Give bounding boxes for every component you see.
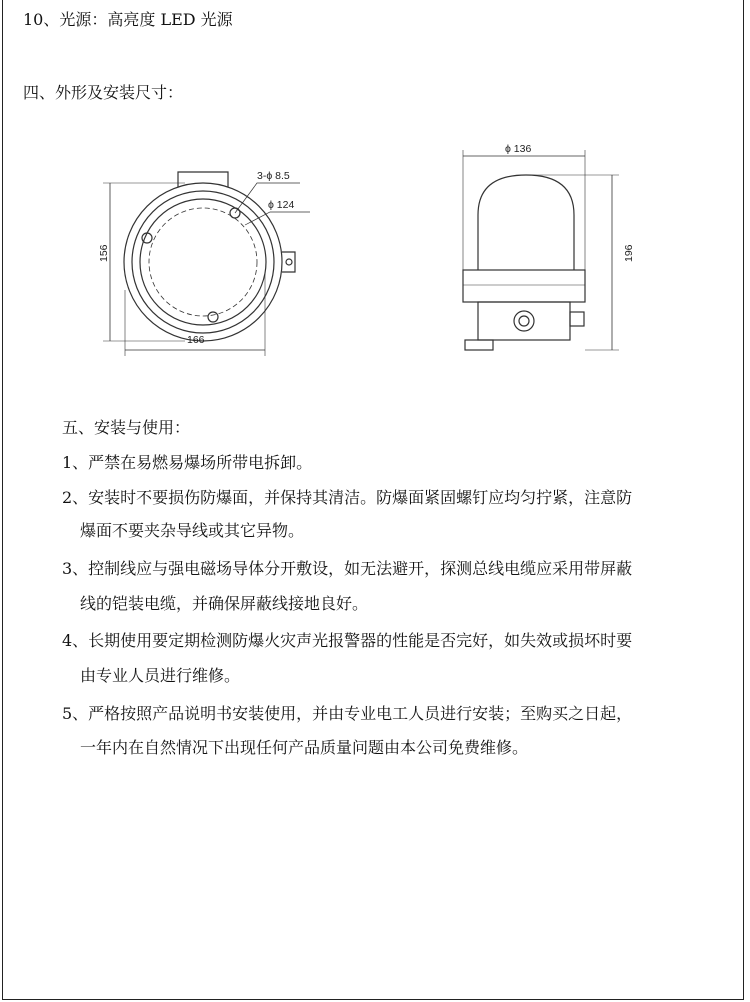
mounting-hole-bottom bbox=[208, 312, 218, 322]
install-item-5-cont: 一年内在自然情况下出现任何产品质量问题由本公司免费维修。 bbox=[80, 738, 529, 757]
install-item-4: 4、长期使用要定期检测防爆火灾声光报警器的性能是否完好，如失效或损坏时要 bbox=[62, 631, 633, 650]
mounting-hole-left bbox=[142, 233, 152, 243]
side-dome bbox=[478, 175, 574, 270]
side-foot bbox=[465, 340, 493, 350]
install-item-2: 2、安装时不要损伤防爆面，并保持其清洁。防爆面紧固螺钉应均匀拧紧，注意防 bbox=[62, 488, 633, 507]
front-pitch-circle bbox=[149, 208, 257, 316]
install-item-1: 1、严禁在易燃易爆场所带电拆卸。 bbox=[62, 453, 313, 472]
side-diameter-label: ϕ 136 bbox=[505, 143, 532, 155]
front-hole-label: 3-ϕ 8.5 bbox=[257, 170, 290, 182]
side-cable-entry bbox=[570, 312, 584, 326]
install-item-2-cont: 爆面不要夹杂导线或其它异物。 bbox=[80, 521, 305, 540]
installation-dimension-drawing bbox=[85, 140, 645, 370]
front-circle-label: ϕ 124 bbox=[268, 199, 295, 211]
side-cable-gland-inner bbox=[519, 316, 529, 326]
side-junction-box bbox=[478, 302, 570, 340]
side-height-label: 196 bbox=[623, 244, 635, 262]
install-item-4-cont: 由专业人员进行维修。 bbox=[80, 666, 241, 685]
front-width-label: 166 bbox=[187, 334, 205, 346]
install-item-3: 3、控制线应与强电磁场导体分开敷设，如无法避开，探测总线电缆应采用带屏蔽 bbox=[62, 559, 633, 578]
side-base-ring bbox=[463, 270, 585, 302]
side-view bbox=[463, 150, 619, 350]
install-item-3-cont: 线的铠装电缆，并确保屏蔽线接地良好。 bbox=[80, 594, 369, 613]
section-5-heading: 五、安装与使用： bbox=[62, 418, 191, 437]
install-item-5: 5、严格按照产品说明书安装使用，并由专业电工人员进行安装；至购买之日起， bbox=[62, 704, 633, 723]
spec-light-source: 10、光源：高亮度 LED 光源 bbox=[23, 10, 233, 29]
front-cable-entry bbox=[282, 252, 295, 272]
front-cable-hole bbox=[286, 259, 292, 265]
side-cable-gland bbox=[514, 311, 534, 331]
front-inner-ring bbox=[140, 199, 266, 325]
front-height-label: 156 bbox=[98, 244, 110, 262]
front-outer-ring bbox=[124, 183, 282, 341]
section-4-heading: 四、外形及安装尺寸： bbox=[23, 83, 184, 102]
front-mounting-ring bbox=[132, 191, 274, 333]
